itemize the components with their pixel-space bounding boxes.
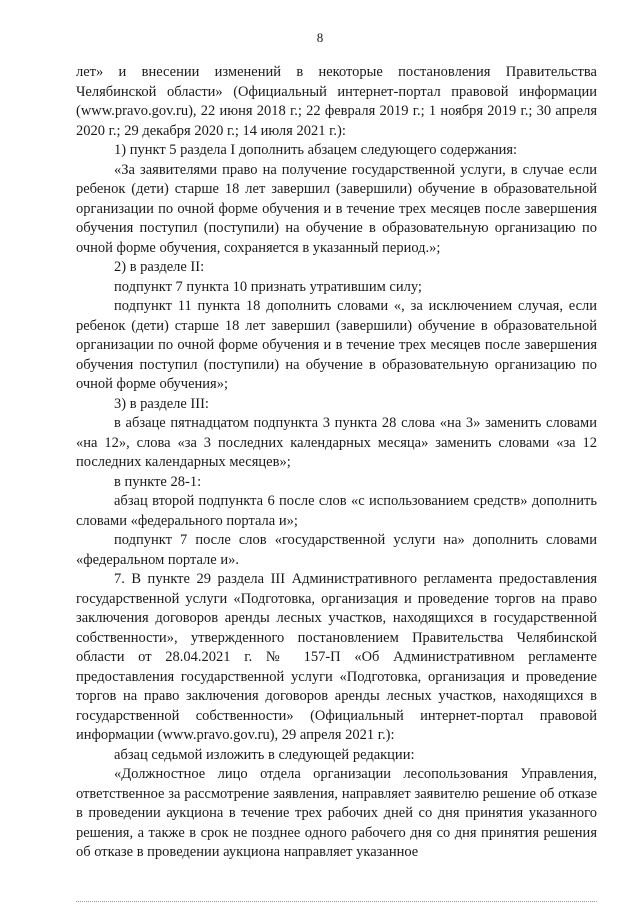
paragraph: 3) в разделе III: (114, 395, 209, 412)
paragraph: абзац второй подпункта 6 после слов «с использованием средств» дополнить словами «федерального портала и»; (76, 493, 597, 529)
paragraph: «Должностное лицо отдела организации лесопользования Управления, ответственное за рассмотрение заявления, направляет заявителю решение об отказе в проведении аукциона в течение трех рабочих дней со дня принятия указанного решения, а также в срок не позднее одного рабочего дня со дня принятия решения об отказе в проведении аукциона направляет указанное (76, 766, 597, 860)
paragraph: в пункте 28-1: (114, 473, 202, 490)
paragraph: «За заявителями право на получение государственной услуги, в случае если ребенок (дети) старше 18 лет завершил (завершили) обучение в образовательной организации по очной форме обучения и в течение трех месяцев после завершения обучения поступил (поступили) на обучение в образовательную организацию по очной форме обучения, сохраняется в указанный период.»; (76, 161, 597, 256)
paragraph: в абзаце пятнадцатом подпункта 3 пункта 28 слова «на 3» заменить словами «на 12», слова «за 3 последних календарных месяца» заменить словами «за 12 последних календарных месяцев»; (76, 415, 597, 470)
page-bottom-edge (76, 901, 597, 903)
page-number: 8 (316, 30, 324, 45)
paragraph: 7. В пункте 29 раздела III Административного регламента предоставления государственной услуги «Подготовка, организация и проведение торгов на право заключения договоров аренды лесных участков, находящихся в государственной собственности», утвержденного постановлением Правительства Челябинской области от 28.04.2021 г. № 157-П «Об Административном регламенте предоставления государственной услуги «Подготовка, организация и проведение торгов на право заключения договоров аренды лесных участков, находящихся в государственной собственности» (Официальный интернет-портал правовой информации (www.pravo.gov.ru), 29 апреля 2021 г.): (76, 571, 597, 743)
paragraph: лет» и внесении изменений в некоторые постановления Правительства Челябинской области» (Официальный интернет-портал правовой информации (www.pravo.gov.ru), 22 июня 2018 г.; 22 февраля 2019 г.; 1 ноября 2019 г.; 30 апреля 2020 г.; 29 декабря 2020 г.; 14 июля 2021 г.): (76, 64, 597, 139)
paragraph: 2) в разделе II: (114, 259, 205, 275)
paragraph: подпункт 7 пункта 10 признать утратившим силу; (114, 278, 422, 295)
paragraph: 1) пункт 5 раздела I дополнить абзацем следующего содержания: (114, 142, 518, 158)
paragraph: подпункт 11 пункта 18 дополнить словами «, за исключением случая, если ребенок (дети) старше 18 лет завершил (завершили) обучение в образовательной организации по очной форме обучения и в течение трех месяцев после завершения обучения поступил (поступили) на обучение в образовательную организацию по очной форме обучения»; (76, 298, 597, 392)
paragraph: абзац седьмой изложить в следующей редакции: (114, 746, 415, 763)
document-body (76, 63, 597, 863)
paragraph: подпункт 7 после слов «государственной услуги на» дополнить словами «федеральном портале и». (76, 532, 597, 568)
